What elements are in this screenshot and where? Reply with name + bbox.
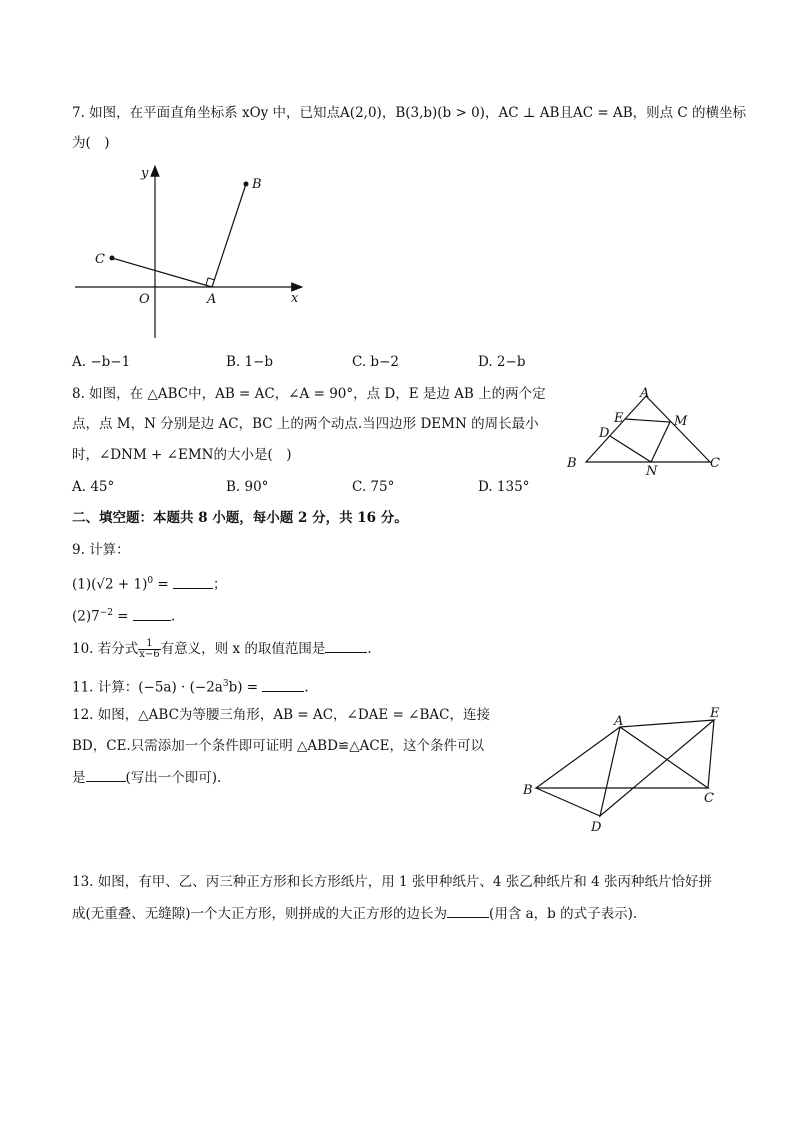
label-e: E [614,411,624,426]
q12-figure [518,703,728,838]
q9-part1: $(1)(√2 + 1)^0$ = ； [72,571,226,595]
q9-part2-blank[interactable] [133,606,171,621]
q13-blank[interactable] [447,903,489,918]
q7-stem-line1: 7. 如图，在平面直角坐标系 xOy 中，已知点A(2,0)，B(3,b)(b > 0)，AC ⊥ AB且AC = AB，则点 C 的横坐标 [72,105,747,121]
segment-ab [212,184,246,287]
triangle-abc [536,727,708,788]
segment-bd [536,788,600,816]
q13-stem-line2: 成(无重叠、无缝隙)一个大正方形，则拼成的大正方形的边长为 (用含 a，b 的式子表示). [72,903,637,924]
triangle-ade [600,720,714,816]
q8-stem-line3: 时，∠DNM + ∠EMN的大小是( ) [72,447,292,463]
label-n: N [646,464,658,479]
segment-ac [112,258,212,287]
label-a: A [207,292,217,307]
label-a: A [614,714,624,729]
section-2-heading: 二、填空题：本题共 8 小题，每小题 2 分，共 16 分。 [72,510,408,526]
q8-option-c: C. 75° [352,479,395,495]
q8-stem-line1: 8. 如图，在 △ABC中，AB = AC，∠A = 90°，点 D，E 是边 AB 上的两个定 [72,386,546,402]
q8-option-d: D. 135° [478,479,530,495]
label-e: E [710,706,720,721]
point-b [244,182,249,187]
q8-figure [562,384,732,479]
q9-part2: $(2)7^{-2}$ = . [72,603,175,627]
label-m: M [674,414,688,429]
q9-title: 9. 计算： [72,542,130,558]
q7-option-d: D. 2−b [478,354,526,370]
q12-blank[interactable] [86,767,126,782]
q8-stem-line2: 点，点 M，N 分别是边 AC，BC 上的两个动点.当四边形 DEMN 的周长最小 [72,416,539,432]
segment-ce [708,720,714,788]
q7-option-a: A. −b−1 [72,354,131,370]
label-b: B [567,456,577,471]
q12-stem-line3: 是 (写出一个即可). [72,767,221,788]
label-o: O [139,292,150,307]
label-c: C [704,791,714,806]
label-x: x [291,291,299,306]
label-d: D [591,820,602,835]
q10-stem: 10. 若分式 $\frac{1}{x-6}$ 有意义，则 x 的取值范围是 . [72,638,372,660]
q8-option-b: B. 90° [226,479,269,495]
q11-stem: 11. 计算：$(-5a) \cdot (-2a^3b)$ = . [72,674,309,698]
q7-figure [70,160,310,345]
label-c: C [710,456,720,471]
q7-option-c: C. b−2 [352,354,399,370]
q7-option-b: B. 1−b [226,354,274,370]
label-d: D [599,426,610,441]
point-c [110,256,115,261]
q13-stem-line1: 13. 如图，有甲、乙、丙三种正方形和长方形纸片，用 1 张甲种纸片、4 张乙种纸片和 4 张丙种纸片恰好拼 [72,874,712,890]
label-b: B [523,783,533,798]
q8-option-a: A. 45° [72,479,115,495]
q10-blank[interactable] [325,638,367,653]
q11-blank[interactable] [262,677,304,692]
q12-stem-line1: 12. 如图，△ABC为等腰三角形，AB = AC，∠DAE = ∠BAC，连接 [72,707,490,723]
label-b: B [252,177,262,192]
q10-fraction: $\frac{1}{x-6}$ [139,638,160,660]
label-a: A [640,386,650,401]
q12-stem-line2: BD，CE.只需添加一个条件即可证明 △ABD≌△ACE，这个条件可以 [72,738,485,754]
label-y: y [141,166,149,181]
label-c: C [95,252,105,267]
q9-part1-blank[interactable] [173,574,213,589]
q7-stem-line2: 为( ) [72,135,110,151]
